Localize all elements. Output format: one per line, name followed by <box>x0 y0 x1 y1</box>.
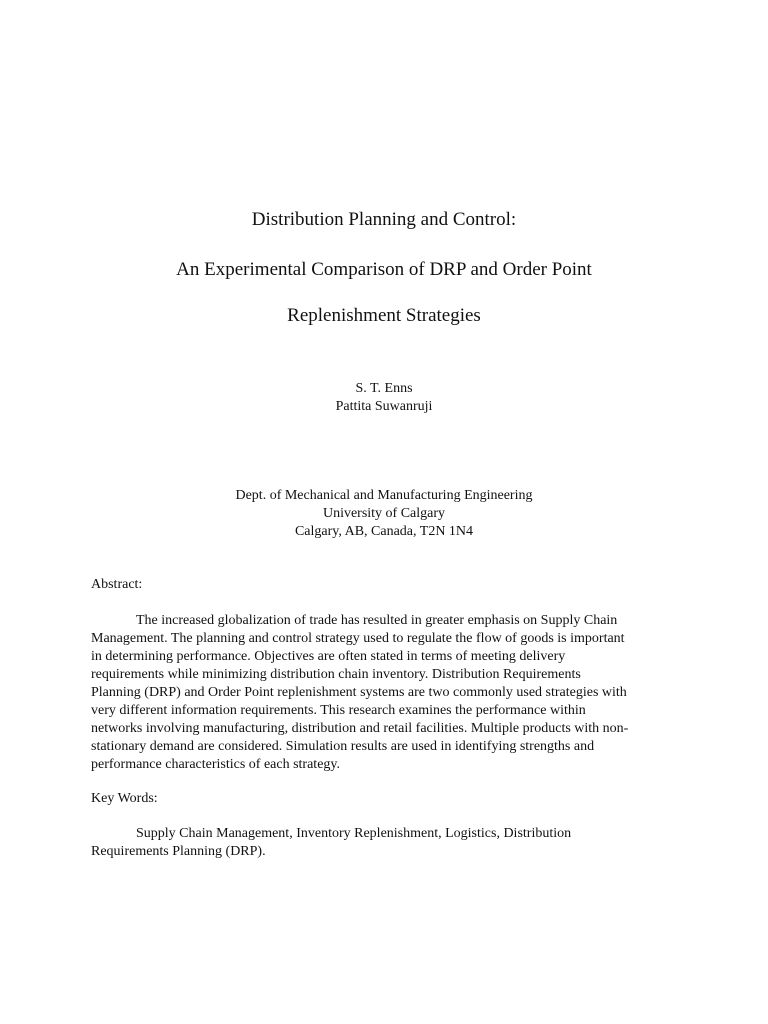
keywords-body <box>91 825 677 861</box>
abstract-body <box>91 612 677 774</box>
abstract-line: very different information requirements. This research examines the performance within <box>91 703 586 718</box>
keywords-heading: Key Words: <box>91 791 158 806</box>
title-line-1: Distribution Planning and Control: <box>251 209 517 230</box>
keywords-line: Supply Chain Management, Inventory Replenishment, Logistics, Distribution <box>136 826 572 841</box>
abstract-line: Management. The planning and control strategy used to regulate the flow of goods is important <box>91 631 625 646</box>
author-name: S. T. Enns <box>355 381 413 396</box>
abstract-line: Planning (DRP) and Order Point replenishment systems are two commonly used strategies with <box>91 685 627 700</box>
abstract-line: in determining performance. Objectives are often stated in terms of meeting delivery <box>91 649 566 664</box>
abstract-line: stationary demand are considered. Simulation results are used in identifying strengths and <box>91 739 595 754</box>
abstract-heading: Abstract: <box>91 577 143 592</box>
abstract-line: requirements while minimizing distribution chain inventory. Distribution Requirements <box>91 667 581 682</box>
title-line-3: Replenishment Strategies <box>287 305 481 326</box>
author-list <box>0 380 768 416</box>
affiliation-address: Calgary, AB, Canada, T2N 1N4 <box>294 524 474 539</box>
title-line-2: An Experimental Comparison of DRP and Order Point <box>176 259 592 280</box>
author-name: Pattita Suwanruji <box>335 399 433 414</box>
affiliation-university: University of Calgary <box>322 506 446 521</box>
abstract-line: networks involving manufacturing, distribution and retail facilities. Multiple products with non- <box>91 721 629 736</box>
abstract-line: performance characteristics of each strategy. <box>91 757 341 772</box>
abstract-line: The increased globalization of trade has resulted in greater emphasis on Supply Chain <box>136 613 618 628</box>
affiliation-department: Dept. of Mechanical and Manufacturing Engineering <box>235 488 533 503</box>
affiliation-block <box>0 487 768 541</box>
keywords-line: Requirements Planning (DRP). <box>91 844 266 859</box>
